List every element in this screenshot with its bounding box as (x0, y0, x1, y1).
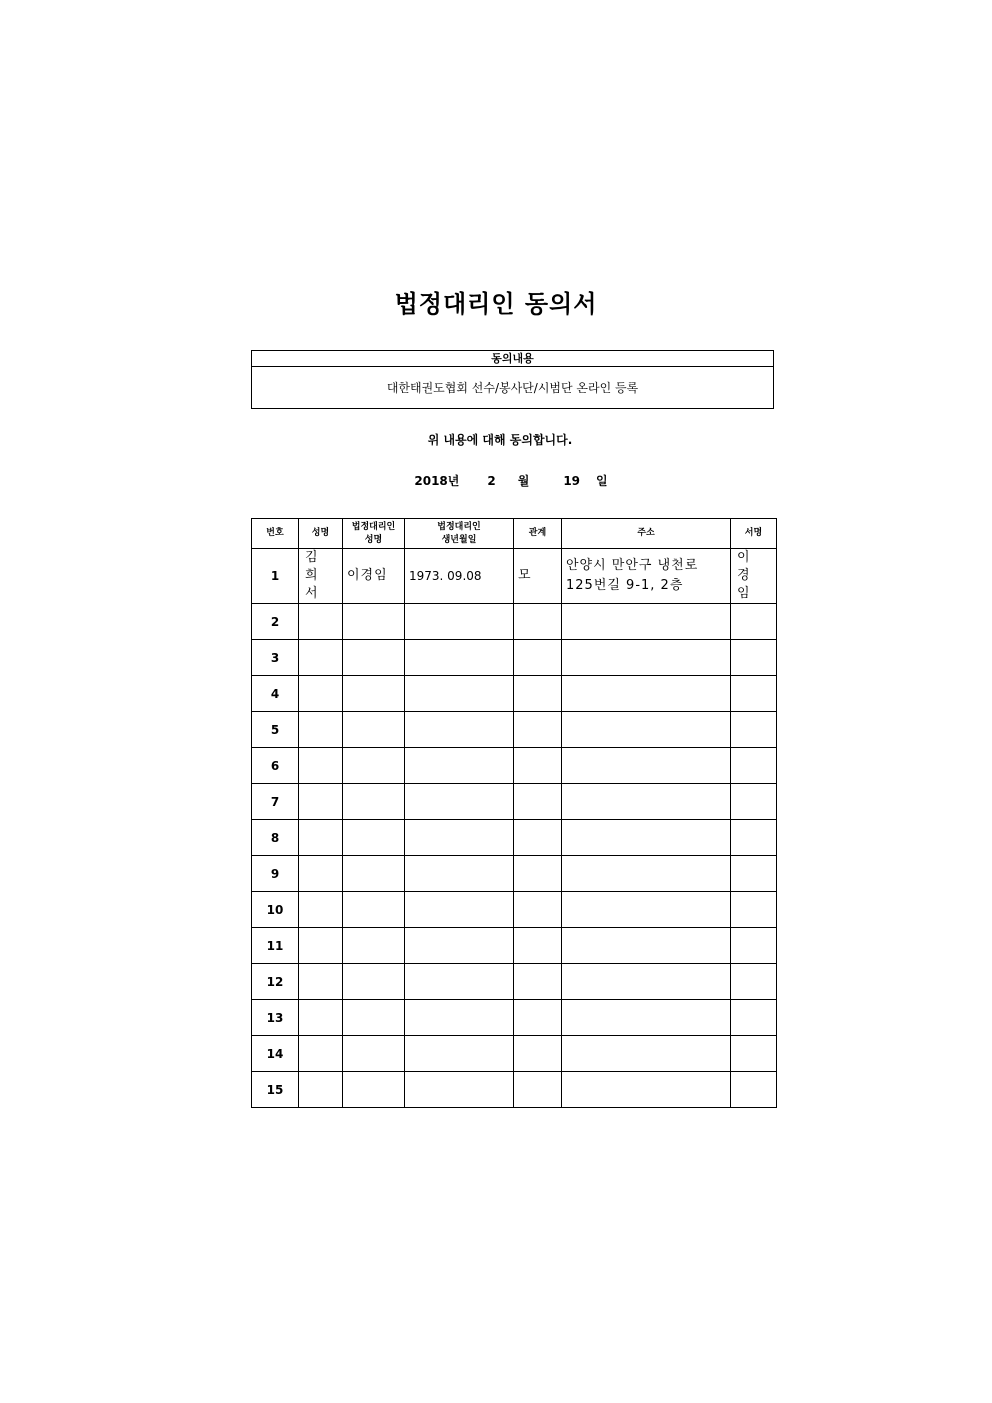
student-name-cell (299, 964, 343, 1000)
relation-cell-text: 모 (518, 568, 532, 583)
row-number: 13 (252, 1000, 299, 1036)
relation-cell (514, 856, 562, 892)
row-number: 5 (252, 712, 299, 748)
row-number: 14 (252, 1036, 299, 1072)
student-name-cell (299, 604, 343, 640)
row-number: 3 (252, 640, 299, 676)
table-row (252, 640, 777, 676)
student-name-cell (299, 928, 343, 964)
signature-cell (731, 549, 777, 604)
guardian-birth-cell (405, 1036, 514, 1072)
student-name-cell-text: 김 희 서 (305, 550, 322, 601)
relation-cell (514, 892, 562, 928)
guardian-name-cell-text: 이경임 (347, 568, 388, 583)
relation-cell (514, 784, 562, 820)
relation-cell (514, 712, 562, 748)
header-signature: 서명 (731, 519, 777, 549)
signature-cell (731, 928, 777, 964)
signature-cell (731, 1036, 777, 1072)
table-row (252, 549, 777, 604)
signature-cell (731, 784, 777, 820)
relation-cell (514, 1000, 562, 1036)
guardian-birth-cell (405, 856, 514, 892)
address-cell (562, 856, 731, 892)
relation-cell (514, 640, 562, 676)
guardian-name-cell (343, 676, 405, 712)
student-name-cell (299, 549, 343, 604)
date-day: 19 (563, 474, 581, 488)
table-row (252, 784, 777, 820)
relation-cell (514, 964, 562, 1000)
guardian-birth-cell (405, 964, 514, 1000)
header-address: 주소 (562, 519, 731, 549)
signature-cell (731, 748, 777, 784)
address-cell (562, 640, 731, 676)
row-number: 15 (252, 1072, 299, 1108)
guardian-name-cell (343, 1036, 405, 1072)
table-row (252, 892, 777, 928)
agreement-statement: 위 내용에 대해 동의합니다. (427, 433, 573, 447)
guardian-name-cell (343, 712, 405, 748)
table-row (252, 748, 777, 784)
guardian-birth-cell (405, 892, 514, 928)
address-cell (562, 892, 731, 928)
address-cell (562, 1036, 731, 1072)
guardian-name-cell (343, 784, 405, 820)
student-name-cell (299, 1072, 343, 1108)
guardian-name-cell (343, 820, 405, 856)
student-name-cell (299, 640, 343, 676)
table-row (252, 928, 777, 964)
row-number: 8 (252, 820, 299, 856)
table-header-row (252, 519, 777, 549)
consent-content-box (251, 350, 774, 409)
guardian-name-cell (343, 892, 405, 928)
header-relation: 관계 (514, 519, 562, 549)
address-cell (562, 712, 731, 748)
date-month: 2 (487, 474, 496, 488)
student-name-cell (299, 856, 343, 892)
header-guardian-birth: 법정대리인 생년월일 (405, 519, 514, 549)
signature-cell (731, 640, 777, 676)
guardian-birth-cell (405, 928, 514, 964)
row-number: 2 (252, 604, 299, 640)
guardian-birth-cell (405, 820, 514, 856)
guardian-birth-cell (405, 640, 514, 676)
student-name-cell (299, 676, 343, 712)
row-number: 11 (252, 928, 299, 964)
guardian-birth-cell (405, 1072, 514, 1108)
student-name-cell (299, 1000, 343, 1036)
table-row (252, 676, 777, 712)
address-cell (562, 928, 731, 964)
relation-cell (514, 1036, 562, 1072)
table-row (252, 1000, 777, 1036)
row-number: 10 (252, 892, 299, 928)
signature-cell (731, 604, 777, 640)
table-row (252, 1072, 777, 1108)
date-year: 2018년 (414, 474, 460, 488)
relation-cell (514, 676, 562, 712)
row-number: 4 (252, 676, 299, 712)
row-number: 1 (252, 549, 299, 604)
document-title: 법정대리인 동의서 (394, 290, 598, 318)
relation-cell (514, 604, 562, 640)
guardian-name-cell (343, 928, 405, 964)
student-name-cell (299, 784, 343, 820)
address-cell (562, 820, 731, 856)
relation-cell (514, 549, 562, 604)
date-day-unit: 일 (596, 474, 608, 488)
student-name-cell (299, 892, 343, 928)
guardian-name-cell (343, 640, 405, 676)
signature-cell (731, 820, 777, 856)
guardian-birth-cell (405, 549, 514, 604)
signature-cell (731, 1072, 777, 1108)
consent-content: 대한태권도협회 선수/봉사단/시범단 온라인 등록 (386, 381, 639, 395)
table-row (252, 1036, 777, 1072)
signature-cell (731, 712, 777, 748)
table-body (252, 549, 777, 1108)
signature-cell (731, 964, 777, 1000)
header-number: 번호 (252, 519, 299, 549)
guardian-name-cell (343, 549, 405, 604)
header-name: 성명 (299, 519, 343, 549)
guardian-name-cell (343, 1000, 405, 1036)
table-row (252, 856, 777, 892)
guardian-birth-cell (405, 604, 514, 640)
student-name-cell (299, 712, 343, 748)
row-number: 6 (252, 748, 299, 784)
signature-cell (731, 892, 777, 928)
guardian-roster-table (251, 518, 777, 1108)
relation-cell (514, 820, 562, 856)
student-name-cell (299, 748, 343, 784)
table-row (252, 820, 777, 856)
table-row (252, 712, 777, 748)
guardian-birth-cell (405, 748, 514, 784)
guardian-birth-cell (405, 676, 514, 712)
date-line (0, 472, 992, 489)
address-cell (562, 1000, 731, 1036)
consent-header: 동의내용 (252, 351, 773, 367)
relation-cell (514, 1072, 562, 1108)
header-guardian-name: 법정대리인 성명 (343, 519, 405, 549)
signature-cell (731, 856, 777, 892)
address-cell (562, 964, 731, 1000)
table-row (252, 604, 777, 640)
signature-cell (731, 1000, 777, 1036)
signature-cell-text: 이 경 임 (737, 550, 754, 601)
guardian-name-cell (343, 748, 405, 784)
row-number: 7 (252, 784, 299, 820)
address-cell (562, 1072, 731, 1108)
guardian-name-cell (343, 604, 405, 640)
relation-cell (514, 748, 562, 784)
signature-cell (731, 676, 777, 712)
address-cell-text: 안양시 만안구 냉천로 125번길 9-1, 2층 (566, 558, 699, 593)
date-month-unit: 월 (517, 474, 530, 488)
row-number: 9 (252, 856, 299, 892)
student-name-cell (299, 1036, 343, 1072)
relation-cell (514, 928, 562, 964)
guardian-name-cell (343, 1072, 405, 1108)
address-cell (562, 549, 731, 604)
guardian-name-cell (343, 964, 405, 1000)
guardian-birth-cell (405, 712, 514, 748)
address-cell (562, 748, 731, 784)
address-cell (562, 784, 731, 820)
address-cell (562, 604, 731, 640)
guardian-birth-cell (405, 1000, 514, 1036)
guardian-name-cell (343, 856, 405, 892)
guardian-birth-cell (405, 784, 514, 820)
address-cell (562, 676, 731, 712)
student-name-cell (299, 820, 343, 856)
table-row (252, 964, 777, 1000)
guardian-birth-cell-text: 1973. 09.08 (409, 569, 482, 583)
row-number: 12 (252, 964, 299, 1000)
